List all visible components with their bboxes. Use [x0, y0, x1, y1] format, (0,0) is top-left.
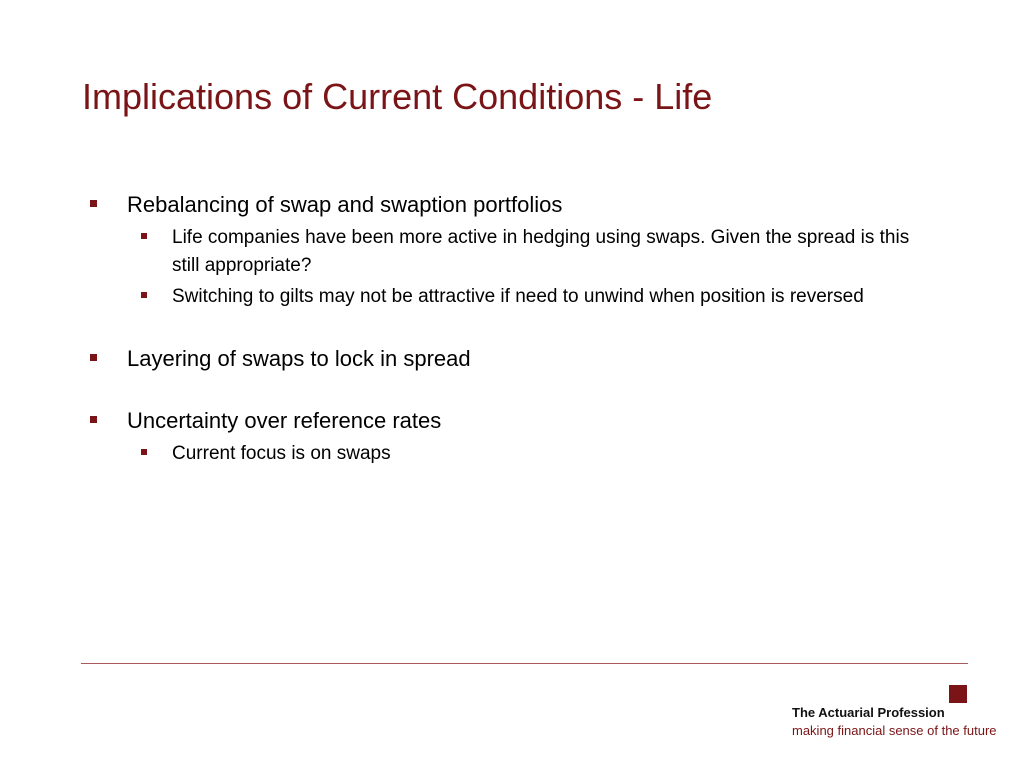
- sub-bullet-item: [135, 440, 930, 468]
- bullet-list: [90, 190, 930, 471]
- bullet-text: Layering of swaps to lock in spread: [127, 346, 471, 371]
- sub-bullet-text: Life companies have been more active in hedging using swaps. Given the spread is this still appropriate?: [172, 227, 910, 276]
- square-bullet-icon: [90, 200, 97, 207]
- sub-bullet-list: [135, 440, 930, 468]
- sub-bullet-list: [135, 224, 930, 311]
- sub-bullet-item: [135, 283, 930, 311]
- logo-tagline: making financial sense of the future: [792, 723, 997, 738]
- bullet-text: Rebalancing of swap and swaption portfolios: [127, 192, 563, 217]
- sub-bullet-item: [135, 224, 930, 280]
- bullet-item: [90, 406, 930, 468]
- square-logo-icon: [949, 685, 967, 703]
- slide-title: Implications of Current Conditions - Life: [82, 76, 713, 117]
- bullet-item: [90, 344, 930, 373]
- sub-bullet-text: Switching to gilts may not be attractive if need to unwind when position is reversed: [172, 286, 864, 307]
- square-bullet-icon: [90, 354, 97, 361]
- bullet-item: [90, 190, 930, 311]
- logo-name: The Actuarial Profession: [792, 705, 945, 720]
- square-bullet-icon: [141, 292, 147, 298]
- footer-divider: [81, 663, 968, 664]
- square-bullet-icon: [141, 449, 147, 455]
- bullet-text: Uncertainty over reference rates: [127, 408, 442, 433]
- square-bullet-icon: [90, 416, 97, 423]
- square-bullet-icon: [141, 233, 147, 239]
- sub-bullet-text: Current focus is on swaps: [172, 443, 391, 464]
